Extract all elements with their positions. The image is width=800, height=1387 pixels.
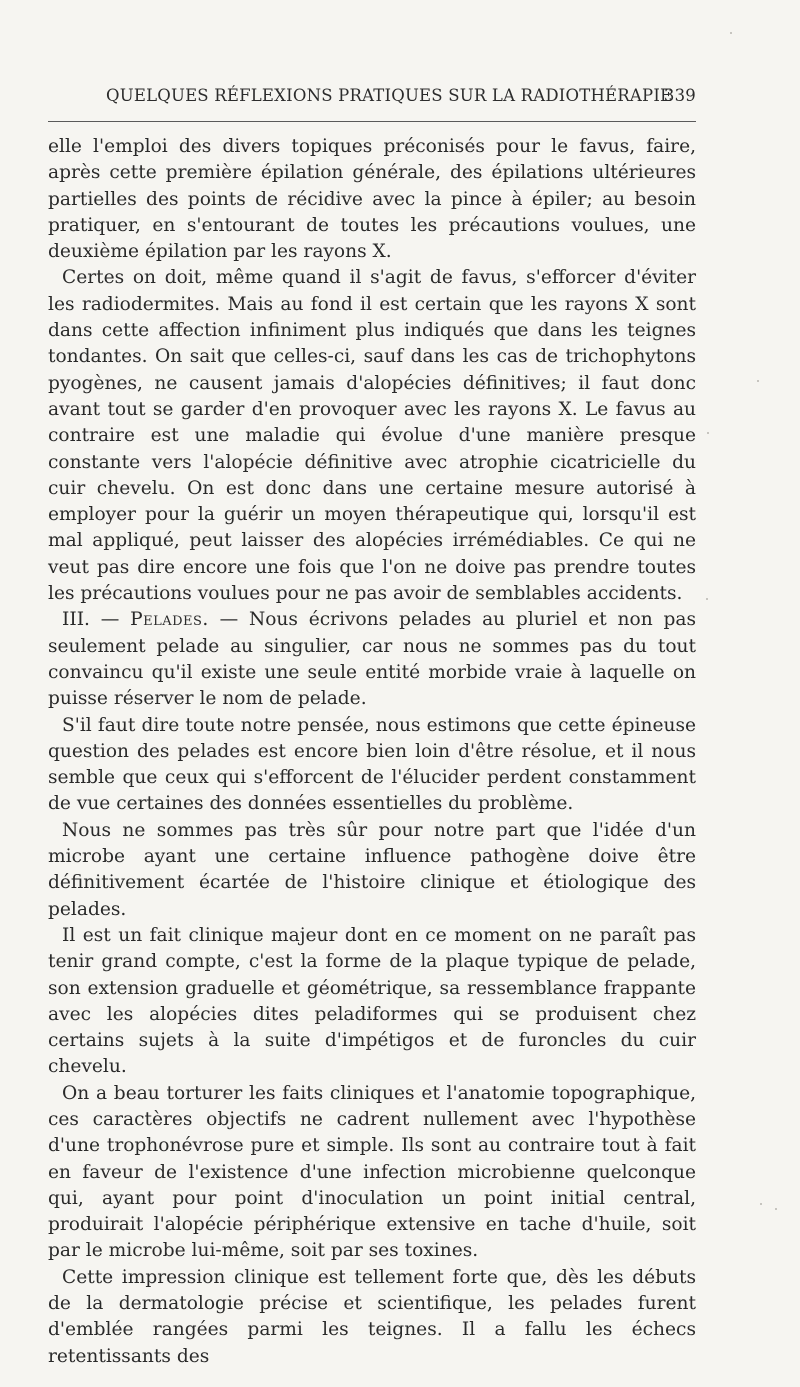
paper-speck	[706, 598, 708, 600]
paragraph-1-text: elle l'emploi des divers topiques préconisés pour le favus, faire, après cette première épilation générale, des épilations ultérieures partielles des points de récidive avec la pince à épiler; au besoin pratiquer, en s'entourant de toutes les précautions voulues, une deuxième épilation par les rayons X.	[48, 136, 696, 263]
running-head	[48, 86, 696, 110]
paragraph-7-text: On a beau torturer les faits cliniques et l'anatomie topographique, ces caractères objectifs ne cadrent nullement avec l'hypothèse d'une trophonévrose pure et simple. Ils sont au contraire tout à fait en faveur de l'existence d'une infection microbienne quelconque qui, ayant pour point d'inoculation un point initial central, produirait l'alopécie périphérique extensive en tache d'huile, soit par le microbe lui-même, soit par ses toxines.	[48, 1082, 696, 1262]
paper-speck	[707, 432, 709, 434]
paper-speck	[775, 1208, 777, 1210]
body-text	[48, 134, 696, 1370]
paragraph-4	[48, 713, 696, 818]
paragraph-5	[48, 818, 696, 923]
paper-speck	[730, 32, 732, 34]
paragraph-8-text: Cette impression clinique est tellement forte que, dès les débuts de la dermatologie précise et scientifique, les pelades furent d'emblée rangées parmi les teignes. Il a fallu les échecs retentissants des	[48, 1266, 696, 1367]
paragraph-2-text: Certes on doit, même quand il s'agit de favus, s'efforcer d'éviter les radiodermites. Mais au fond il est certain que les rayons X sont dans cette affection infiniment plus indiqués que dans les teignes tondantes. On sait que celles-ci, sauf dans les cas de trichophytons pyogènes, ne causent jamais d'alopécies définitives; il faut donc avant tout se garder d'en provoquer avec les rayons X. Le favus au contraire est une maladie qui évolue d'une manière presque constante vers l'alopécie définitive avec atrophie cicatricielle du cuir chevelu. On est donc dans une certaine mesure autorisé à employer pour la guérir un moyen thérapeutique qui, lorsqu'il est mal appliqué, peut laisser des alopécies irrémédiables. Ce qui ne veut pas dire encore une fois que l'on ne doive pas prendre toutes les précautions voulues pour ne pas avoir de semblables accidents.	[48, 267, 696, 605]
paragraph-3-text: — Nous écrivons pelades au pluriel et non pas seulement pelade au singulier, car nous ne sommes pas du tout convaincu qu'il existe une seule entité morbide vraie à laquelle on puisse réserver le nom de pelade.	[48, 609, 696, 710]
section-heading: Pelades.	[130, 609, 209, 631]
running-title: QUELQUES RÉFLEXIONS PRATIQUES SUR LA RADIOTHÉRAPIE	[106, 86, 673, 105]
paper-speck	[760, 1203, 762, 1205]
paragraph-7	[48, 1081, 696, 1265]
paragraph-4-text: S'il faut dire toute notre pensée, nous estimons que cette épineuse question des pelades est encore bien loin d'être résolue, et il nous semble que ceux qui s'efforcent de l'élucider perdent constamment de vue certaines des données essentielles du problème.	[48, 714, 696, 815]
paper-speck	[757, 380, 759, 382]
paragraph-6-text: Il est un fait clinique majeur dont en ce moment on ne paraît pas tenir grand compte, c'est la forme de la plaque typique de pelade, son extension graduelle et géométrique, sa ressemblance frappante avec les alopécies dites peladiformes qui se produisent chez certains sujets à la suite d'impétigos et de furoncles du cuir chevelu.	[48, 924, 696, 1078]
paragraph-8	[48, 1265, 696, 1370]
paragraph-6	[48, 923, 696, 1081]
paragraph-5-text: Nous ne sommes pas très sûr pour notre part que l'idée d'un microbe ayant une certaine influence pathogène doive être définitivement écartée de l'histoire clinique et étiologique des pelades.	[48, 819, 696, 920]
page-number: 339	[663, 86, 696, 105]
paragraph-3-section-pelades	[48, 607, 696, 712]
paragraph-2	[48, 265, 696, 607]
section-numeral: III. —	[62, 609, 131, 631]
header-rule	[48, 121, 696, 122]
paragraph-1	[48, 134, 696, 265]
